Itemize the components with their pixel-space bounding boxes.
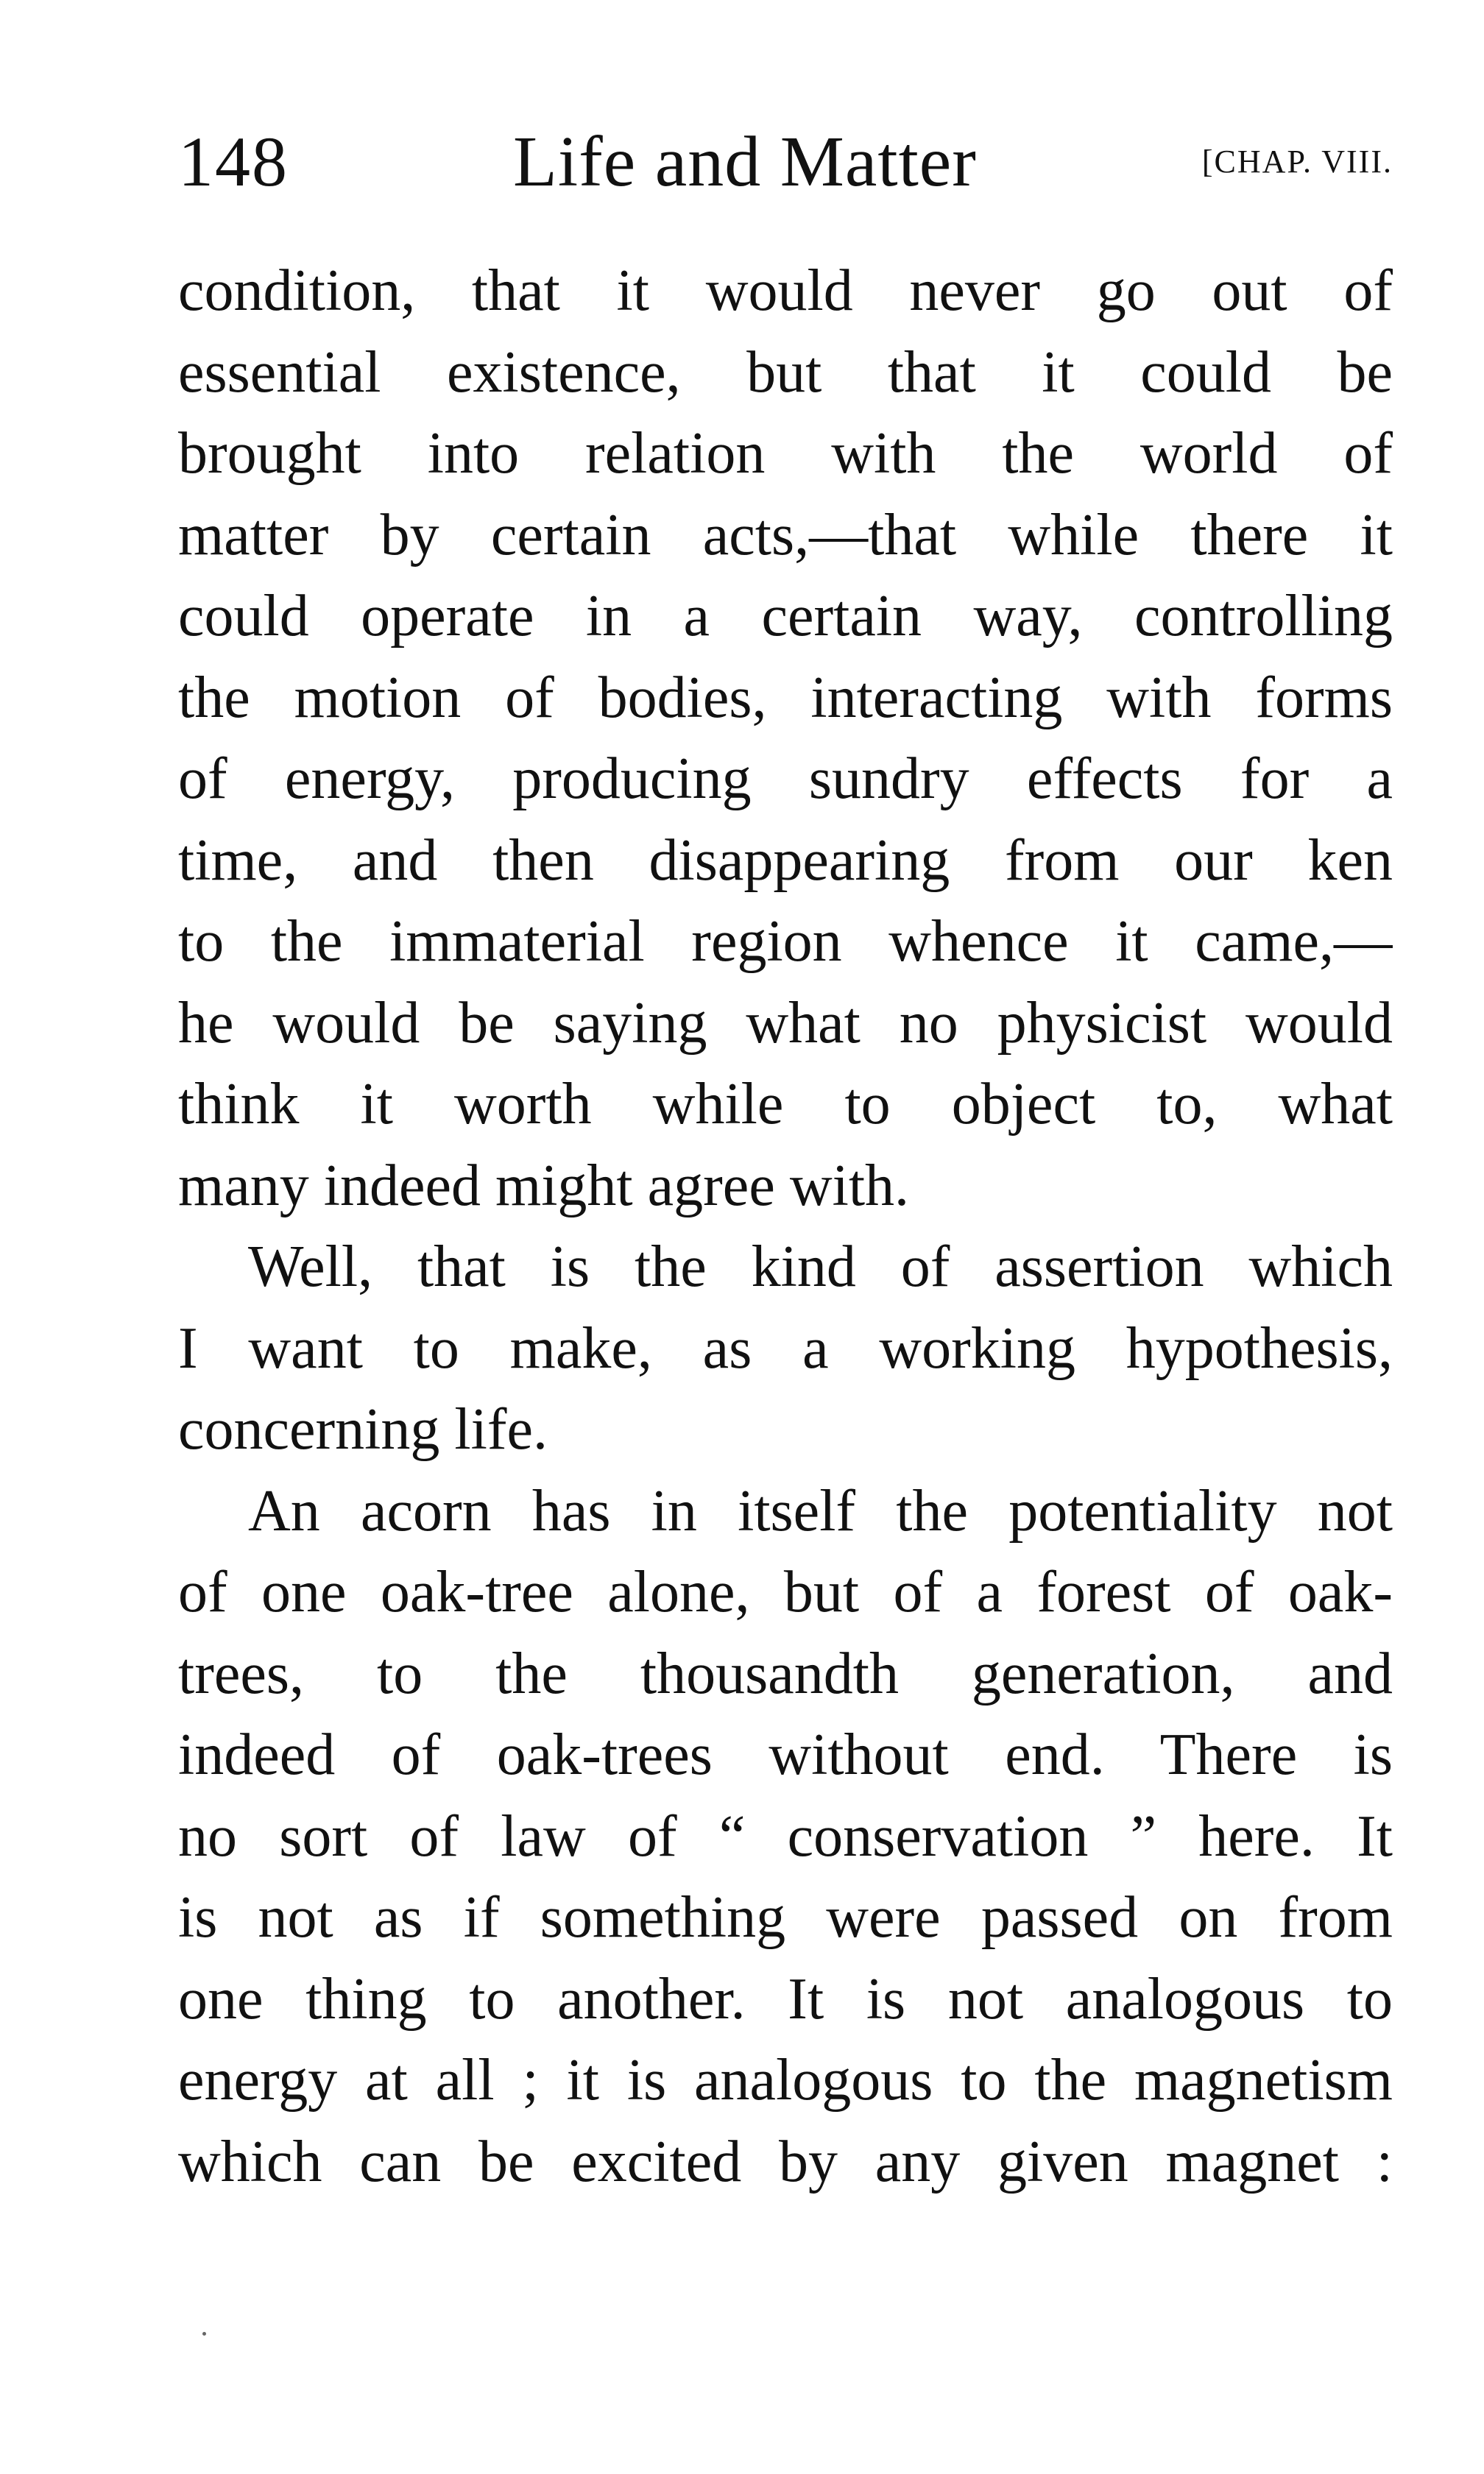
text-line: trees, to the thousandth generation, and	[178, 1641, 1393, 1706]
text-line: matter by certain acts,—that while there it	[178, 502, 1393, 568]
text-line: to the immaterial region whence it came,—	[178, 909, 1393, 974]
text-line: of one oak-tree alone, but of a forest of oak-	[178, 1560, 1393, 1625]
ink-speck	[202, 2332, 206, 2336]
text-line: brought into relation with the world of	[178, 421, 1393, 486]
text-line: condition, that it would never go out of	[178, 258, 1393, 323]
text-line: time, and then disappearing from our ken	[178, 827, 1393, 893]
body-text	[178, 250, 1393, 2202]
text-line: An acorn has in itself the potentiality not	[248, 1478, 1393, 1544]
text-line: Well, that is the kind of assertion which	[248, 1234, 1393, 1299]
chapter-label: [CHAP. VIII.	[1201, 144, 1393, 180]
text-line: could operate in a certain way, controlling	[178, 584, 1393, 648]
text-line: no sort of law of “ conservation ” here. It	[178, 1803, 1393, 1869]
running-title: Life and Matter	[513, 122, 977, 202]
text-line: which can be excited by any given magnet :	[178, 2129, 1393, 2194]
text-line: many indeed might agree with.	[178, 1153, 910, 1218]
text-line: think it worth while to object to, what	[178, 1072, 1393, 1137]
text-line: is not as if something were passed on from	[178, 1885, 1393, 1950]
text-line: I want to make, as a working hypothesis,	[178, 1315, 1393, 1381]
text-line: of energy, producing sundry effects for a	[178, 746, 1393, 811]
page-number: 148	[178, 122, 289, 201]
text-line: he would be saying what no physicist would	[178, 990, 1393, 1056]
text-line: concerning life.	[178, 1397, 548, 1462]
text-line: the motion of bodies, interacting with forms	[178, 665, 1393, 730]
page-header	[178, 110, 1393, 213]
text-line: essential existence, but that it could be	[178, 339, 1393, 405]
text-line: one thing to another. It is not analogous to	[178, 1966, 1393, 2032]
text-line: indeed of oak-trees without end. There is	[178, 1722, 1393, 1787]
text-line: energy at all ; it is analogous to the magnetism	[178, 2048, 1393, 2113]
